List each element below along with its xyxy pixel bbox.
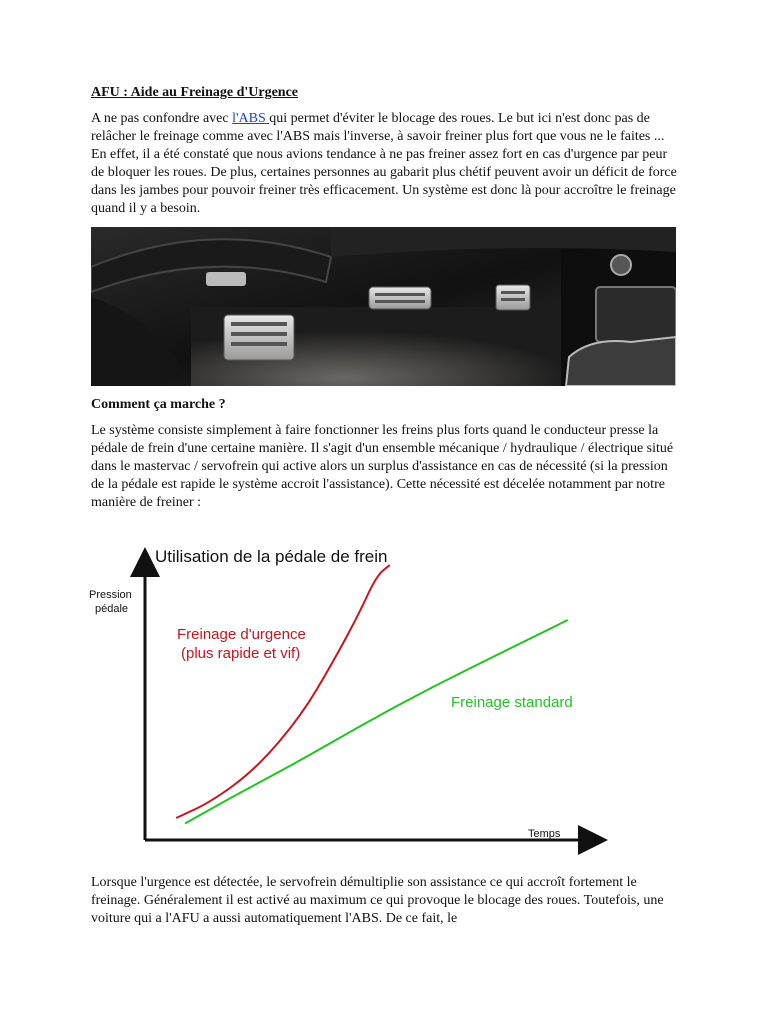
intro-text-start: A ne pas confondre avec: [91, 111, 233, 126]
emergency-label-line1: Freinage d'urgence: [177, 626, 306, 643]
car-pedals-photo: [91, 227, 676, 386]
document-body: [91, 84, 681, 521]
closing-paragraph: Lorsque l'urgence est détectée, le servofrein démultiplie son assistance ce qui accroît fortement le freinage. Généralement il est activé au maximum ce qui provoque le blocage des roues. Toutefois, une voiture qui a l'AFU a aussi automatiquement l'ABS. De ce fait, le: [91, 875, 664, 926]
y-axis-label-line2: pédale: [95, 603, 129, 615]
brake-pedal-chart: [85, 540, 610, 860]
closing-section: [91, 874, 681, 937]
emergency-label-line2: (plus rapide et vif): [181, 645, 301, 662]
page-title: AFU : Aide au Freinage d'Urgence: [91, 85, 298, 100]
section-heading: Comment ça marche ?: [91, 397, 226, 412]
standard-label: Freinage standard: [451, 694, 573, 711]
intro-text-end: qui permet d'éviter le blocage des roues. Le but ici n'est donc pas de relâcher le freinage comme avec l'ABS mais l'inverse, à savoir freiner plus fort que vous ne le faites ... En effet, il a été constaté que nous avions tendance à ne pas freiner assez fort en cas d'urgence par peur de bloquer les roues. De plus, certaines personnes au gabarit plus chétif peuvent avoir un déficit de force dans les jambes pour pouvoir freiner très efficacement. Un système est donc là pour accroître le freinage quand il y a besoin.: [91, 111, 677, 216]
emergency-braking-line: [176, 565, 390, 818]
intro-paragraph: [91, 110, 681, 218]
x-axis-label: Temps: [528, 828, 561, 840]
chart-svg: [85, 540, 610, 860]
chart-title: Utilisation de la pédale de frein: [155, 547, 388, 566]
y-axis-label-line1: Pression: [89, 589, 132, 601]
section-paragraph: Le système consiste simplement à faire fonctionner les freins plus forts quand le conducteur presse la pédale de frein d'une certaine manière. Il s'agit d'un ensemble mécanique / hydraulique / électrique situé dans le mastervac / servofrein qui active alors un surplus d'assistance en cas de nécessité (si la pression de la pédale est rapide le système accroit l'assistance). Cette nécessité est décelée notamment par notre manière de freiner :: [91, 423, 674, 510]
abs-link[interactable]: l'ABS: [232, 111, 270, 126]
